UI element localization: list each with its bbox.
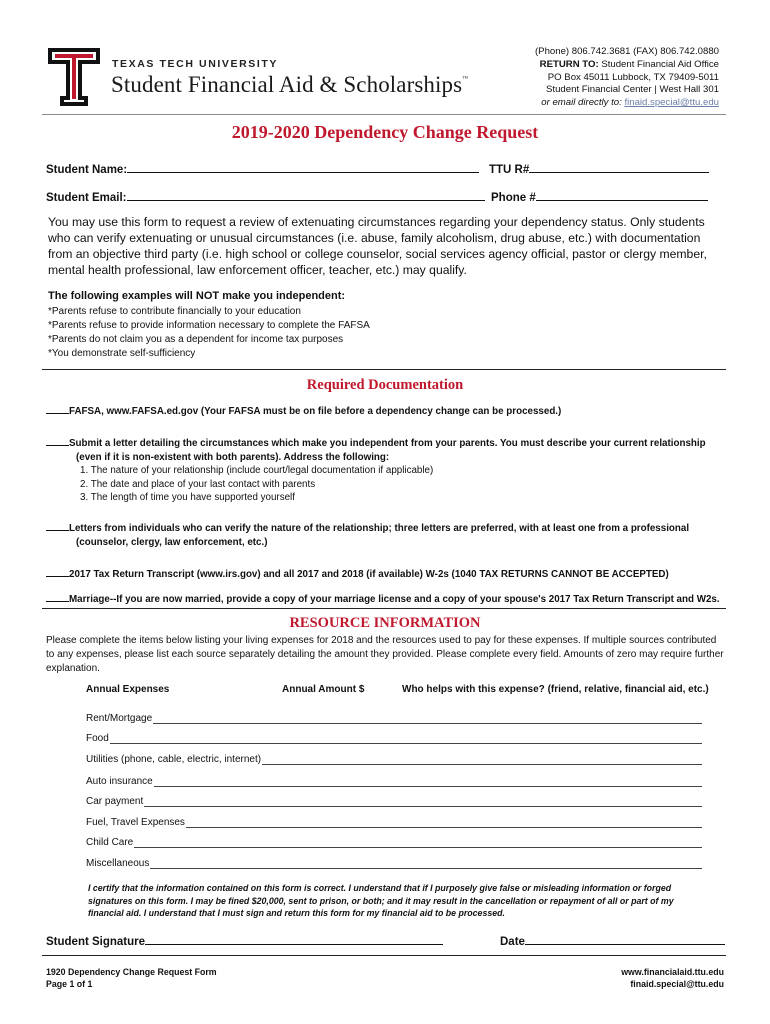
date-field[interactable]: Date (500, 932, 725, 948)
expense-row-fuel[interactable]: Fuel, Travel Expenses (86, 817, 702, 828)
col-annual-expenses: Annual Expenses (86, 684, 170, 695)
return-to-line: RETURN TO: Student Financial Aid Office (539, 58, 719, 70)
list-item: 1. The nature of your relationship (include court/legal documentation if applicable) (80, 465, 434, 476)
university-name: TEXAS TECH UNIVERSITY (112, 58, 279, 70)
doc-item-letter[interactable]: Submit a letter detailing the circumstances which make you independent from your parents. You must describe your current relationship (even if it is non-existent with both parents). Address the following: 1. The nature of your relationship (include court/legal documentation if applicable) 2. The date and place of your last contact with parents 3. The length of time you have supported yourself (46, 435, 706, 505)
expense-row-car-payment[interactable]: Car payment (86, 796, 702, 807)
form-title: 2019-2020 Dependency Change Request (231, 122, 539, 142)
center-line: Student Financial Center | West Hall 301 (546, 84, 719, 96)
footer-page-number: Page 1 of 1 (46, 979, 93, 989)
certification-statement: I certify that the information contained on this form is correct. I understand that if I purposely give false or misleading information or forged signatures on this form. I may be fined $20,000, sent to prison, or both; and it may result in the cancellation or repayment of all or part of my financial aid. I understand that I must sign and return this form for my financial aid to be processed. (88, 883, 674, 918)
footer-right (621, 966, 724, 990)
expense-row-food[interactable]: Food (86, 733, 702, 744)
col-annual-amount: Annual Amount $ (282, 684, 365, 695)
footer-website-link[interactable]: www.financialaid.ttu.edu (621, 967, 724, 977)
expense-row-rent[interactable]: Rent/Mortgage (86, 713, 702, 724)
texas-tech-double-t-logo (46, 44, 102, 110)
expense-row-miscellaneous[interactable]: Miscellaneous (86, 858, 702, 869)
contact-email-link[interactable]: finaid.special@ttu.edu (624, 97, 719, 109)
student-name-field[interactable]: Student Name: (46, 160, 479, 176)
doc-item-letters[interactable]: Letters from individuals who can verify the nature of the relationship; three letters are preferred, with at least one from a professional (counselor, clergy, law enforcement, etc.) (46, 520, 689, 549)
student-signature-field[interactable]: Student Signature (46, 932, 443, 948)
footer-form-name: 1920 Dependency Change Request Form (46, 967, 217, 977)
doc-item-tax[interactable]: 2017 Tax Return Transcript (www.irs.gov) and all 2017 and 2018 (if available) W-2s (1040 TAX RETURNS CANNOT BE ACCEPTED) (46, 566, 669, 582)
intro-paragraph: You may use this form to request a review of extenuating circumstances regarding your dependency status. Only students who can verify extenuating or unusual circumstances (i.e. abuse, family alcoholism, drug abuse, etc.) with documentation from an objective third party (i.e. high school or college counselor, social services agency official, pastor or clergy member, mental health professional, law enforcement officer, teacher, etc.) may qualify. (48, 215, 707, 277)
examples-list (48, 305, 370, 361)
phone-fax-line: (Phone) 806.742.3681 (FAX) 806.742.0880 (534, 46, 719, 57)
student-email-field[interactable]: Student Email: (46, 188, 485, 204)
footer-email-link[interactable]: finaid.special@ttu.edu (630, 979, 724, 989)
examples-heading: The following examples will NOT make you independent: (48, 290, 346, 302)
list-item: *Parents refuse to contribute financially to your education (48, 306, 301, 317)
expense-row-utilities[interactable]: Utilities (phone, cable, electric, internet) (86, 754, 702, 765)
resource-intro: Please complete the items below listing your living expenses for 2018 and the resources used to pay for these expenses. If multiple sources contributed to any expenses, please list each source separately detailing the amount they provided. Please complete every field. Amounts of zero may require further explanation. (46, 635, 724, 674)
ttu-r-field[interactable]: TTU R# (489, 160, 709, 176)
expense-row-auto-insurance[interactable]: Auto insurance (86, 776, 702, 787)
footer-divider (42, 955, 726, 956)
expense-row-child-care[interactable]: Child Care (86, 837, 702, 848)
col-helper: Who helps with this expense? (friend, relative, financial aid, etc.) (402, 684, 709, 695)
required-documentation-title: Required Documentation (306, 377, 464, 393)
section-divider (42, 369, 726, 370)
department-name: Student Financial Aid & Scholarships™ (111, 72, 469, 97)
email-line: or email directly to: finaid.special@ttu.edu (541, 97, 719, 109)
contact-block (535, 46, 719, 110)
list-item: *Parents do not claim you as a dependent for income tax purposes (48, 334, 344, 345)
phone-field[interactable]: Phone # (491, 188, 708, 204)
list-item: *You demonstrate self-sufficiency (48, 348, 196, 359)
doc-item-marriage[interactable]: Marriage--If you are now married, provide a copy of your marriage license and a copy of your spouse's 2017 Tax Return Transcript and W2s. (46, 591, 720, 607)
footer-left (46, 966, 217, 990)
po-box-line: PO Box 45011 Lubbock, TX 79409-5011 (547, 71, 719, 83)
list-item: 2. The date and place of your last contact with parents (80, 478, 316, 490)
section-divider (42, 608, 726, 609)
list-item: 3. The length of time you have supported yourself (80, 492, 295, 503)
list-item: *Parents refuse to provide information necessary to complete the FAFSA (48, 320, 370, 331)
doc-item-fafsa[interactable]: FAFSA, www.FAFSA.ed.gov (Your FAFSA must be on file before a dependency change can be processed.) (46, 403, 561, 419)
resource-information-title: RESOURCE INFORMATION (289, 615, 481, 631)
header-divider (42, 114, 726, 115)
